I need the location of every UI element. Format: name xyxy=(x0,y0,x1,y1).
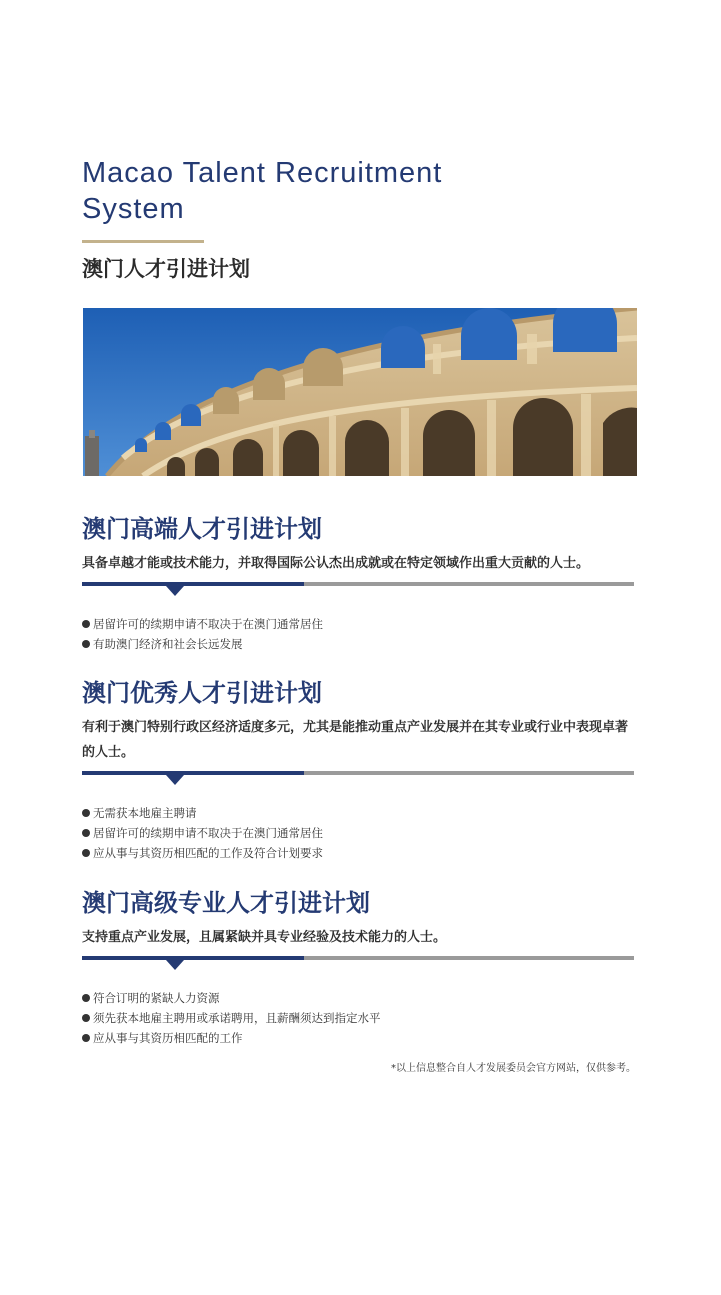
bullet-dot-icon xyxy=(82,829,90,837)
bullet-list xyxy=(82,988,637,1048)
bullet-dot-icon xyxy=(82,620,90,628)
title-line-2: System xyxy=(82,193,185,225)
section-description: 具备卓越才能或技术能力，并取得国际公认杰出成就或在特定领域作出重大贡献的人士。 xyxy=(82,556,590,571)
section-high-end-talent xyxy=(82,513,637,654)
section-title: 澳门高级专业人才引进计划 xyxy=(82,889,370,917)
list-item: 居留许可的续期申请不取决于在澳门通常居住 xyxy=(82,614,637,634)
list-item: 须先获本地雇主聘用或承诺聘用，且薪酬须达到指定水平 xyxy=(82,1008,637,1028)
section-description: 支持重点产业发展，且属紧缺并具专业经验及技术能力的人士。 xyxy=(82,930,447,945)
section-description: 有利于澳门特别行政区经济适度多元，尤其是能推动重点产业发展并在其专业或行业中表现卓著的人士。 xyxy=(82,720,629,760)
bullet-dot-icon xyxy=(82,809,90,817)
section-divider xyxy=(82,582,637,600)
source-footnote: *以上信息整合自人才发展委员会官方网站，仅供参考。 xyxy=(391,1063,636,1074)
bullet-dot-icon xyxy=(82,849,90,857)
list-item: 应从事与其资历相匹配的工作 xyxy=(82,1028,637,1048)
page-title-english xyxy=(82,155,522,227)
section-senior-professional-talent xyxy=(82,887,637,1048)
list-item: 有助澳门经济和社会长远发展 xyxy=(82,634,637,654)
chevron-down-icon xyxy=(166,960,184,970)
divider-blue-bar xyxy=(82,582,304,586)
section-title: 澳门优秀人才引进计划 xyxy=(82,679,322,707)
bullet-list xyxy=(82,614,637,654)
chevron-down-icon xyxy=(166,586,184,596)
chevron-down-icon xyxy=(166,775,184,785)
bullet-list xyxy=(82,803,637,863)
list-item: 居留许可的续期申请不取决于在澳门通常居住 xyxy=(82,823,637,843)
page-title-chinese: 澳门人才引进计划 xyxy=(82,257,250,281)
divider-blue-bar xyxy=(82,956,304,960)
list-item: 无需获本地雇主聘请 xyxy=(82,803,637,823)
bullet-dot-icon xyxy=(82,1034,90,1042)
bullet-dot-icon xyxy=(82,994,90,1002)
list-item: 符合订明的紧缺人力资源 xyxy=(82,988,637,1008)
hero-image-colosseum xyxy=(83,308,637,476)
bullet-dot-icon xyxy=(82,640,90,648)
gold-divider xyxy=(82,240,204,243)
list-item: 应从事与其资历相匹配的工作及符合计划要求 xyxy=(82,843,637,863)
section-divider xyxy=(82,956,637,974)
section-outstanding-talent xyxy=(82,677,637,863)
section-title: 澳门高端人才引进计划 xyxy=(82,515,322,543)
title-line-1: Macao Talent Recruitment xyxy=(82,157,443,189)
section-divider xyxy=(82,771,637,789)
colosseum-illustration xyxy=(83,308,637,476)
divider-blue-bar xyxy=(82,771,304,775)
bullet-dot-icon xyxy=(82,1014,90,1022)
